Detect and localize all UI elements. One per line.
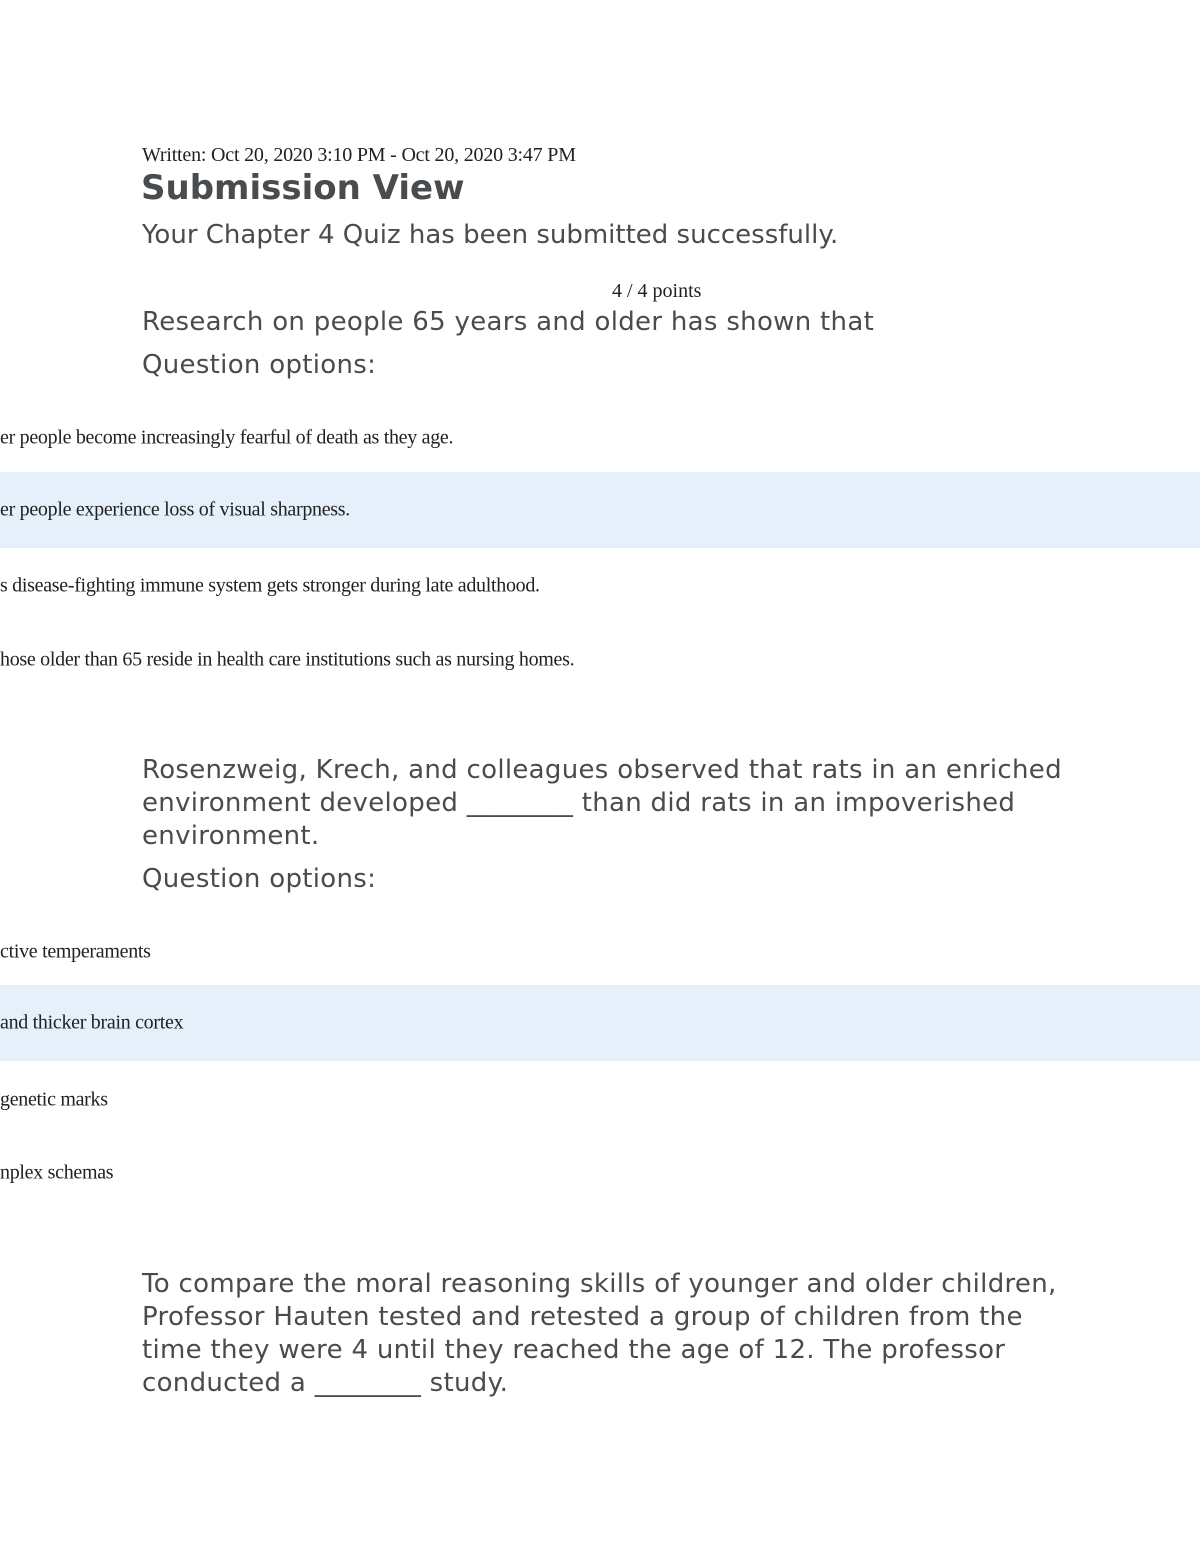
question-1-text: Research on people 65 years and older has shown that	[142, 307, 875, 337]
question-1-option-2-selected	[0, 472, 1200, 548]
option-text: ctive temperaments	[0, 940, 151, 963]
option-text: hose older than 65 reside in health care institutions such as nursing homes.	[0, 648, 575, 671]
option-text: nplex schemas	[0, 1161, 114, 1184]
question-1-option-4	[0, 622, 1200, 698]
question-1-option-1	[0, 400, 1200, 476]
question-2-options-label: Question options:	[142, 864, 377, 894]
question-2-option-2-selected	[0, 985, 1200, 1061]
question-1-option-3	[0, 548, 1200, 624]
option-text: er people experience loss of visual sharpness.	[0, 498, 350, 521]
question-2-option-3	[0, 1062, 1200, 1138]
page-title: Submission View	[141, 168, 465, 208]
question-2-option-1	[0, 914, 1200, 990]
score-points: 4 / 4 points	[612, 280, 702, 302]
option-text: s disease-fighting immune system gets stronger during late adulthood.	[0, 574, 540, 597]
submission-confirmation: Your Chapter 4 Quiz has been submitted successfully.	[142, 220, 839, 250]
question-2-option-4	[0, 1135, 1200, 1211]
question-1-options-label: Question options:	[142, 350, 377, 380]
option-text: and thicker brain cortex	[0, 1011, 184, 1034]
question-3-text: To compare the moral reasoning skills of younger and older children, Professor Hauten tested and retested a group of children from the time they were 4 until they reached the age of 12. The professor conducted a ________ study.	[142, 1269, 1057, 1398]
question-2-text: Rosenzweig, Krech, and colleagues observed that rats in an enriched environment developed ________ than did rats in an impoverished environment.	[142, 755, 1062, 851]
option-text: er people become increasingly fearful of death as they age.	[0, 426, 454, 449]
written-timestamp: Written: Oct 20, 2020 3:10 PM - Oct 20, 2020 3:47 PM	[142, 144, 576, 166]
option-text: genetic marks	[0, 1088, 108, 1111]
